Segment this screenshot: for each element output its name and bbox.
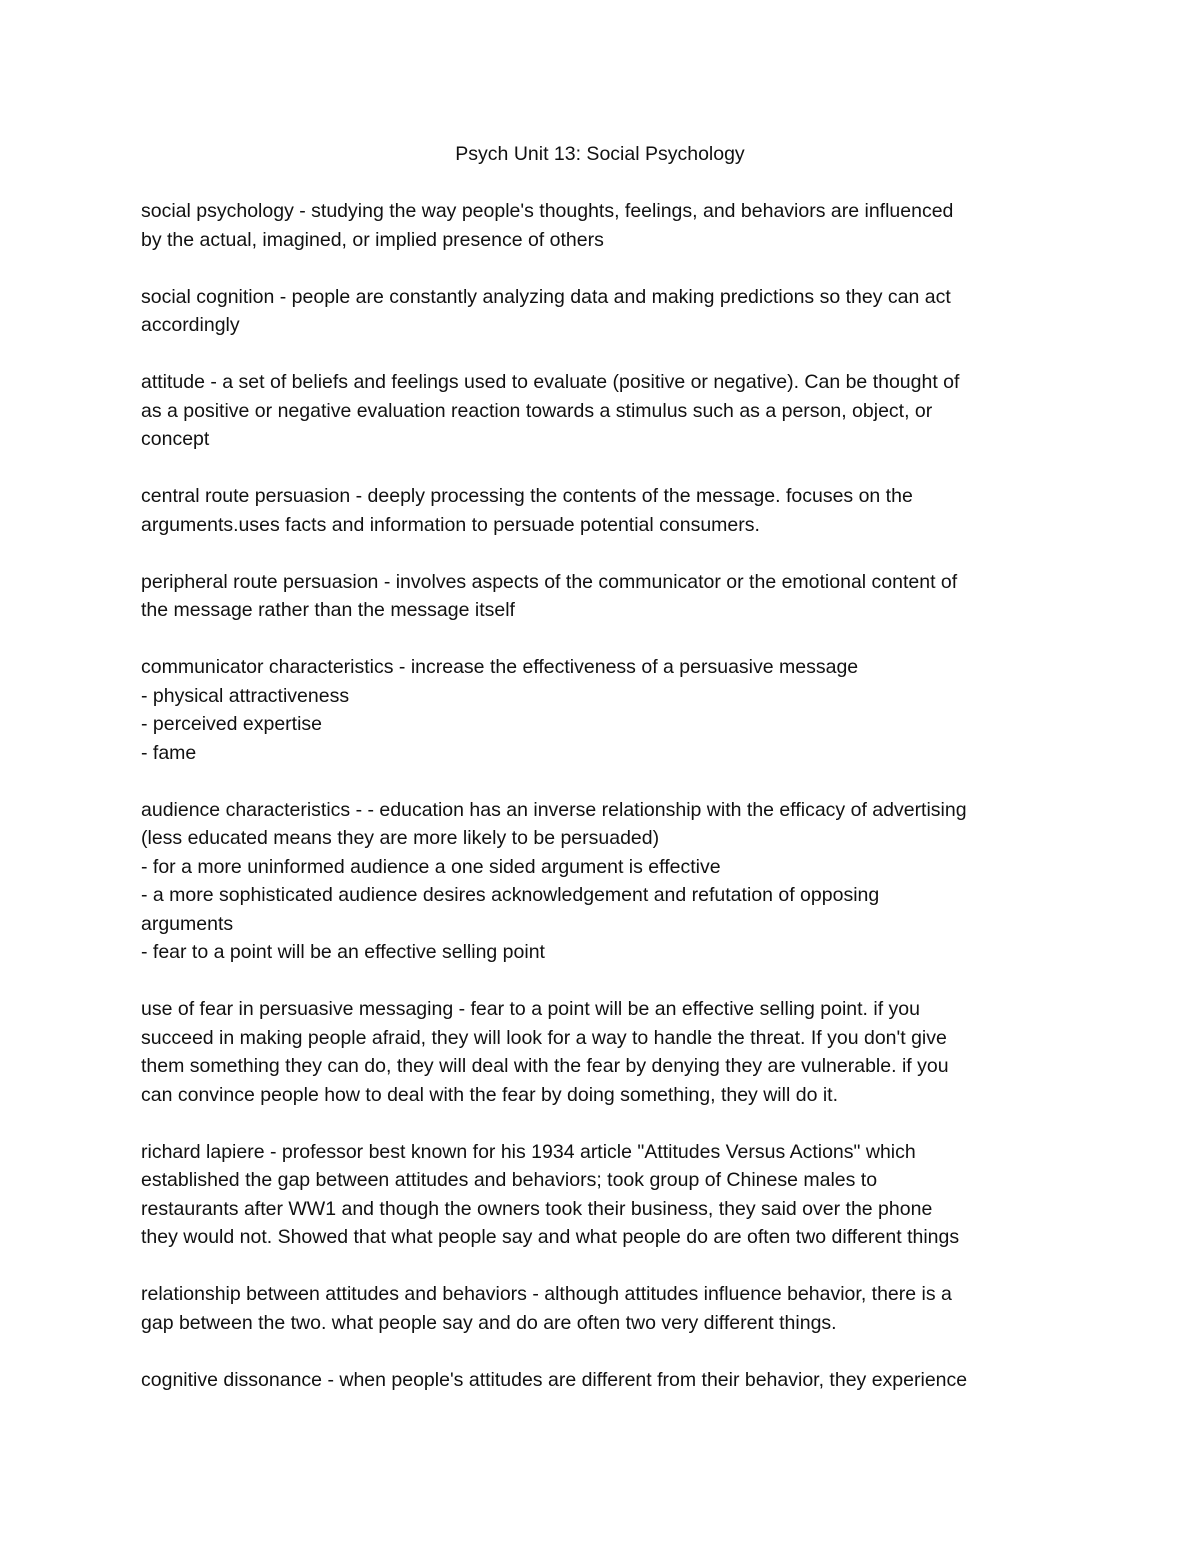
entry-line: the message rather than the message itself [141, 599, 515, 621]
entry-use-of-fear [141, 995, 1066, 1109]
entry-line: - physical attractiveness [141, 684, 350, 707]
entry-social-cognition [141, 283, 1066, 340]
entry-line: concept [141, 428, 210, 450]
entry-line: by the actual, imagined, or implied presence of others [141, 228, 604, 251]
entry-line: - fame [141, 741, 197, 764]
entry-line: attitude - a set of beliefs and feelings used to evaluate (positive or negative). Can be thought of [141, 371, 960, 393]
entry-line: accordingly [141, 314, 240, 336]
entry-line: can convince people how to deal with the fear by doing something, they will do it. [141, 1083, 839, 1106]
entry-line: arguments [141, 912, 234, 935]
entry-cognitive-dissonance [141, 1366, 1066, 1395]
entry-line: peripheral route persuasion - involves aspects of the communicator or the emotional content of [141, 570, 958, 593]
entry-line: restaurants after WW1 and though the owners took their business, they said over the phone [141, 1197, 933, 1220]
entry-line: cognitive dissonance - when people's attitudes are different from their behavior, they experience [141, 1368, 968, 1391]
entry-line: social cognition - people are constantly analyzing data and making predictions so they can act [141, 285, 951, 308]
entry-line: established the gap between attitudes and behaviors; took group of Chinese males to [141, 1169, 878, 1191]
entry-line: - a more sophisticated audience desires acknowledgement and refutation of opposing [141, 884, 880, 906]
entry-line: - perceived expertise [141, 713, 323, 735]
entry-line: richard lapiere - professor best known for his 1934 article "Attitudes Versus Actions" which [141, 1140, 916, 1163]
entry-line: succeed in making people afraid, they will look for a way to handle the threat. If you don't give [141, 1026, 947, 1049]
entry-peripheral-route-persuasion [141, 568, 1066, 625]
entry-line: social psychology - studying the way people's thoughts, feelings, and behaviors are influenced [141, 200, 954, 222]
page-title: Psych Unit 13: Social Psychology [455, 143, 745, 165]
entry-line: communicator characteristics - increase the effectiveness of a persuasive message [141, 656, 859, 678]
entry-line: - fear to a point will be an effective selling point [141, 941, 545, 963]
entry-communicator-characteristics [141, 653, 1066, 767]
entry-line: gap between the two. what people say and do are often two very different things. [141, 1311, 837, 1334]
document-body [141, 197, 1066, 1423]
entry-line: arguments.uses facts and information to persuade potential consumers. [141, 513, 760, 536]
entry-line: them something they can do, they will deal with the fear by denying they are vulnerable. if you [141, 1055, 949, 1077]
entry-line: use of fear in persuasive messaging - fear to a point will be an effective selling point. if you [141, 998, 920, 1020]
entry-line: they would not. Showed that what people say and what people do are often two different things [141, 1226, 960, 1248]
entry-richard-lapiere [141, 1138, 1066, 1252]
entry-attitudes-and-behaviors [141, 1280, 1066, 1337]
entry-line: relationship between attitudes and behaviors - although attitudes influence behavior, there is a [141, 1283, 952, 1305]
entry-line: - for a more uninformed audience a one sided argument is effective [141, 855, 721, 878]
entry-line: audience characteristics - - education has an inverse relationship with the efficacy of advertising [141, 798, 967, 821]
entry-social-psychology [141, 197, 1066, 254]
entry-line: (less educated means they are more likely to be persuaded) [141, 827, 660, 849]
entry-central-route-persuasion [141, 482, 1066, 539]
entry-line: central route persuasion - deeply processing the contents of the message. focuses on the [141, 485, 913, 507]
entry-attitude [141, 368, 1066, 454]
entry-audience-characteristics [141, 796, 1066, 967]
entry-line: as a positive or negative evaluation reaction towards a stimulus such as a person, object, or [141, 399, 933, 422]
